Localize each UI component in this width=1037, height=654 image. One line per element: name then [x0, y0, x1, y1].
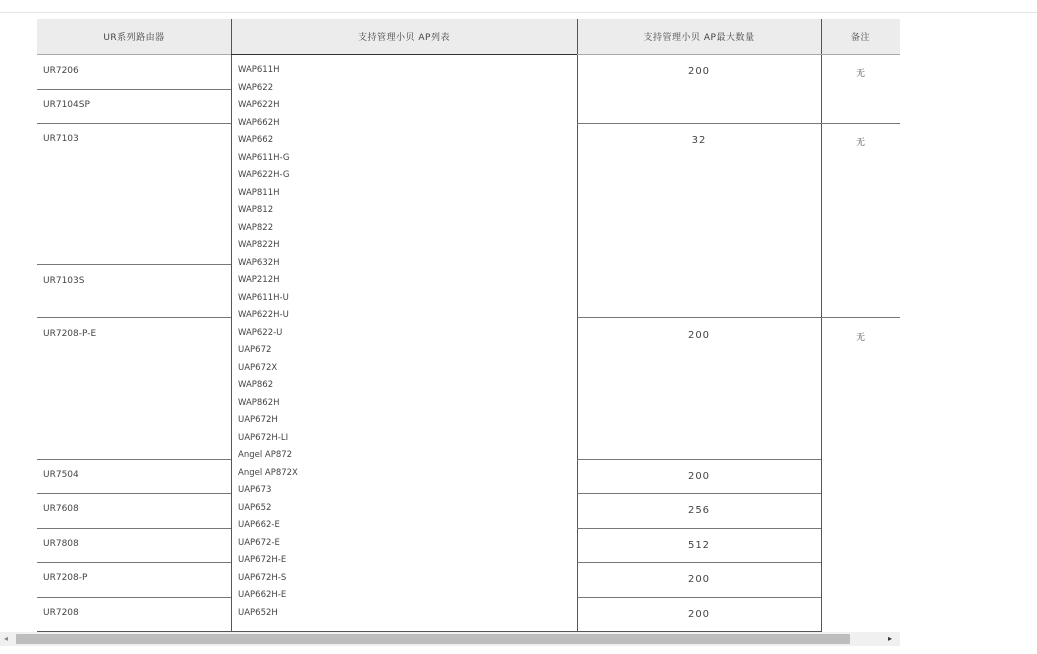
ap-model: WAP622: [238, 83, 274, 93]
row-divider: [37, 264, 231, 265]
ap-model: UAP662-E: [238, 520, 280, 530]
router-name: UR7608: [43, 504, 79, 514]
ap-model: UAP672H-LI: [238, 433, 289, 443]
column-divider: [231, 19, 232, 632]
scroll-right-icon[interactable]: ▸: [888, 634, 893, 643]
ap-model: UAP672-E: [238, 538, 280, 548]
ap-model: WAP812: [238, 205, 274, 215]
header-note: 备注: [821, 19, 900, 54]
ap-model: WAP611H-G: [238, 153, 290, 163]
ap-model: Angel AP872: [238, 450, 293, 460]
ap-model: WAP622-U: [238, 328, 283, 338]
row-divider: [37, 528, 231, 529]
router-name: UR7103: [43, 134, 79, 144]
ap-model: UAP652: [238, 503, 272, 513]
ap-model: WAP622H-G: [238, 170, 290, 180]
row-divider: [37, 597, 231, 598]
row-divider: [577, 459, 821, 460]
note-cell: 无: [855, 138, 865, 148]
row-divider: [37, 317, 231, 318]
row-divider: [37, 459, 231, 460]
ap-model: UAP672H-S: [238, 573, 287, 583]
row-divider: [577, 493, 821, 494]
scrollbar-thumb[interactable]: [16, 634, 850, 644]
top-divider: [0, 12, 1037, 13]
ap-max-count: 200: [687, 66, 711, 77]
ap-model: UAP662H-E: [238, 590, 287, 600]
ap-model: WAP622H: [238, 100, 280, 110]
router-name: UR7808: [43, 539, 79, 549]
header-ap-max: 支持管理小贝 AP最大数量: [577, 19, 821, 54]
ap-model: UAP652H: [238, 608, 278, 618]
row-divider: [37, 123, 231, 124]
row-divider: [577, 54, 900, 55]
row-divider: [577, 562, 821, 563]
row-divider: [37, 562, 231, 563]
column-divider: [821, 19, 822, 632]
router-name: UR7208-P-E: [43, 329, 97, 339]
ap-model: WAP611H-U: [238, 293, 289, 303]
ap-model: WAP662H: [238, 118, 280, 128]
ap-max-count: 200: [687, 574, 711, 585]
ap-model: WAP862H: [238, 398, 280, 408]
ap-model: WAP662: [238, 135, 274, 145]
ap-max-count: 32: [691, 135, 707, 146]
router-name: UR7206: [43, 66, 79, 76]
row-divider: [577, 317, 900, 318]
ap-model: UAP672H-E: [238, 555, 287, 565]
row-divider: [231, 54, 577, 55]
router-ap-table: [37, 19, 900, 632]
router-name: UR7103S: [43, 276, 85, 286]
ap-model: WAP811H: [238, 188, 280, 198]
ap-model: WAP822: [238, 223, 274, 233]
router-name: UR7208: [43, 608, 79, 618]
ap-model: WAP822H: [238, 240, 280, 250]
row-divider: [37, 493, 231, 494]
ap-model: WAP632H: [238, 258, 280, 268]
scroll-left-icon[interactable]: ◂: [4, 634, 9, 643]
router-name: UR7504: [43, 470, 79, 480]
ap-max-count: 200: [687, 330, 711, 341]
note-cell: 无: [855, 69, 865, 79]
header-ap-list: 支持管理小贝 AP列表: [231, 19, 577, 54]
router-name: UR7208-P: [43, 573, 88, 583]
ap-model: WAP212H: [238, 275, 280, 285]
ap-model: UAP673: [238, 485, 272, 495]
router-name: UR7104SP: [43, 100, 90, 110]
ap-max-count: 512: [687, 540, 711, 551]
ap-max-count: 200: [687, 609, 711, 620]
header-router: UR系列路由器: [37, 19, 231, 54]
ap-model: WAP862: [238, 380, 274, 390]
ap-model: WAP622H-U: [238, 310, 289, 320]
row-divider: [577, 597, 821, 598]
note-cell: 无: [855, 333, 865, 343]
row-divider: [577, 123, 900, 124]
ap-max-count: 256: [687, 505, 711, 516]
ap-model: UAP672X: [238, 363, 278, 373]
row-divider: [37, 89, 231, 90]
row-divider: [37, 54, 231, 55]
ap-max-count: 200: [687, 471, 711, 482]
ap-model: UAP672H: [238, 415, 278, 425]
ap-model: UAP672: [238, 345, 272, 355]
ap-model: WAP611H: [238, 65, 280, 75]
ap-model: Angel AP872X: [238, 468, 298, 478]
row-divider: [577, 528, 821, 529]
